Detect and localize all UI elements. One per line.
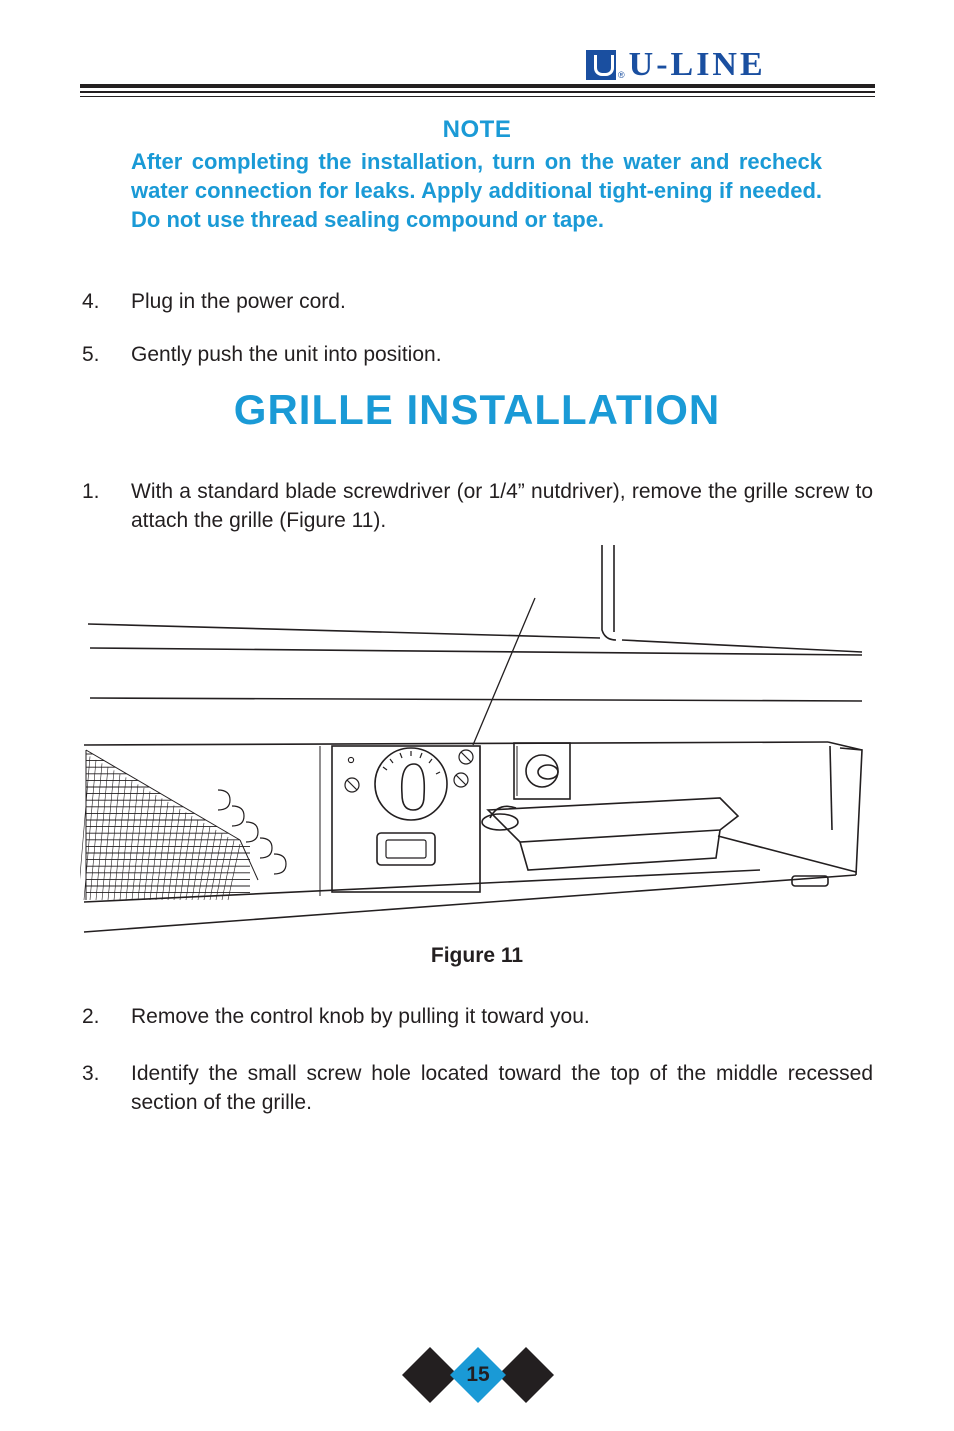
- control-knob: [402, 764, 425, 810]
- drain-pan: [482, 798, 738, 870]
- page-number-badge: [400, 1346, 556, 1404]
- brand-logo: [586, 44, 766, 83]
- header-rule-middle: [80, 91, 875, 93]
- step-text: Identify the small screw hole located toward the top of the middle recessed section of the grille.: [131, 1062, 873, 1114]
- brand-name: U-LINE: [628, 46, 766, 83]
- section-title: GRILLE INSTALLATION: [233, 386, 721, 433]
- drain-fitting: [514, 743, 570, 799]
- header-rule-thin: [80, 96, 875, 97]
- step-text: Plug in the power cord.: [131, 290, 346, 313]
- coil-hatch: [80, 754, 250, 900]
- note-title: NOTE: [442, 116, 512, 143]
- step-number: 1.: [82, 480, 100, 503]
- grille-illustration: [80, 540, 870, 940]
- condenser-coil: [86, 750, 258, 900]
- step-text: Gently push the unit into position.: [131, 343, 442, 366]
- step-number: 4.: [82, 290, 100, 313]
- step-text: Remove the control knob by pulling it toward you.: [131, 1005, 590, 1028]
- step-number: 5.: [82, 343, 100, 366]
- note-body: After completing the installation, turn on the water and recheck water connection for leaks. Apply additional tight-ening if needed. Do not use thread sealing compound or tape.: [131, 149, 822, 232]
- figure-caption: Figure 11: [430, 944, 524, 967]
- step-number: 2.: [82, 1005, 100, 1028]
- step-text: With a standard blade screwdriver (or 1/4” nutdriver), remove the grille screw to attach the grille (Figure 11).: [131, 480, 873, 532]
- registered-mark: ®: [618, 70, 625, 80]
- step-number: 3.: [82, 1062, 100, 1085]
- header-rule-thick: [80, 84, 875, 88]
- page-number: 15: [466, 1363, 490, 1386]
- u-line-logo-icon: [586, 50, 616, 80]
- grille-screws: [345, 750, 473, 792]
